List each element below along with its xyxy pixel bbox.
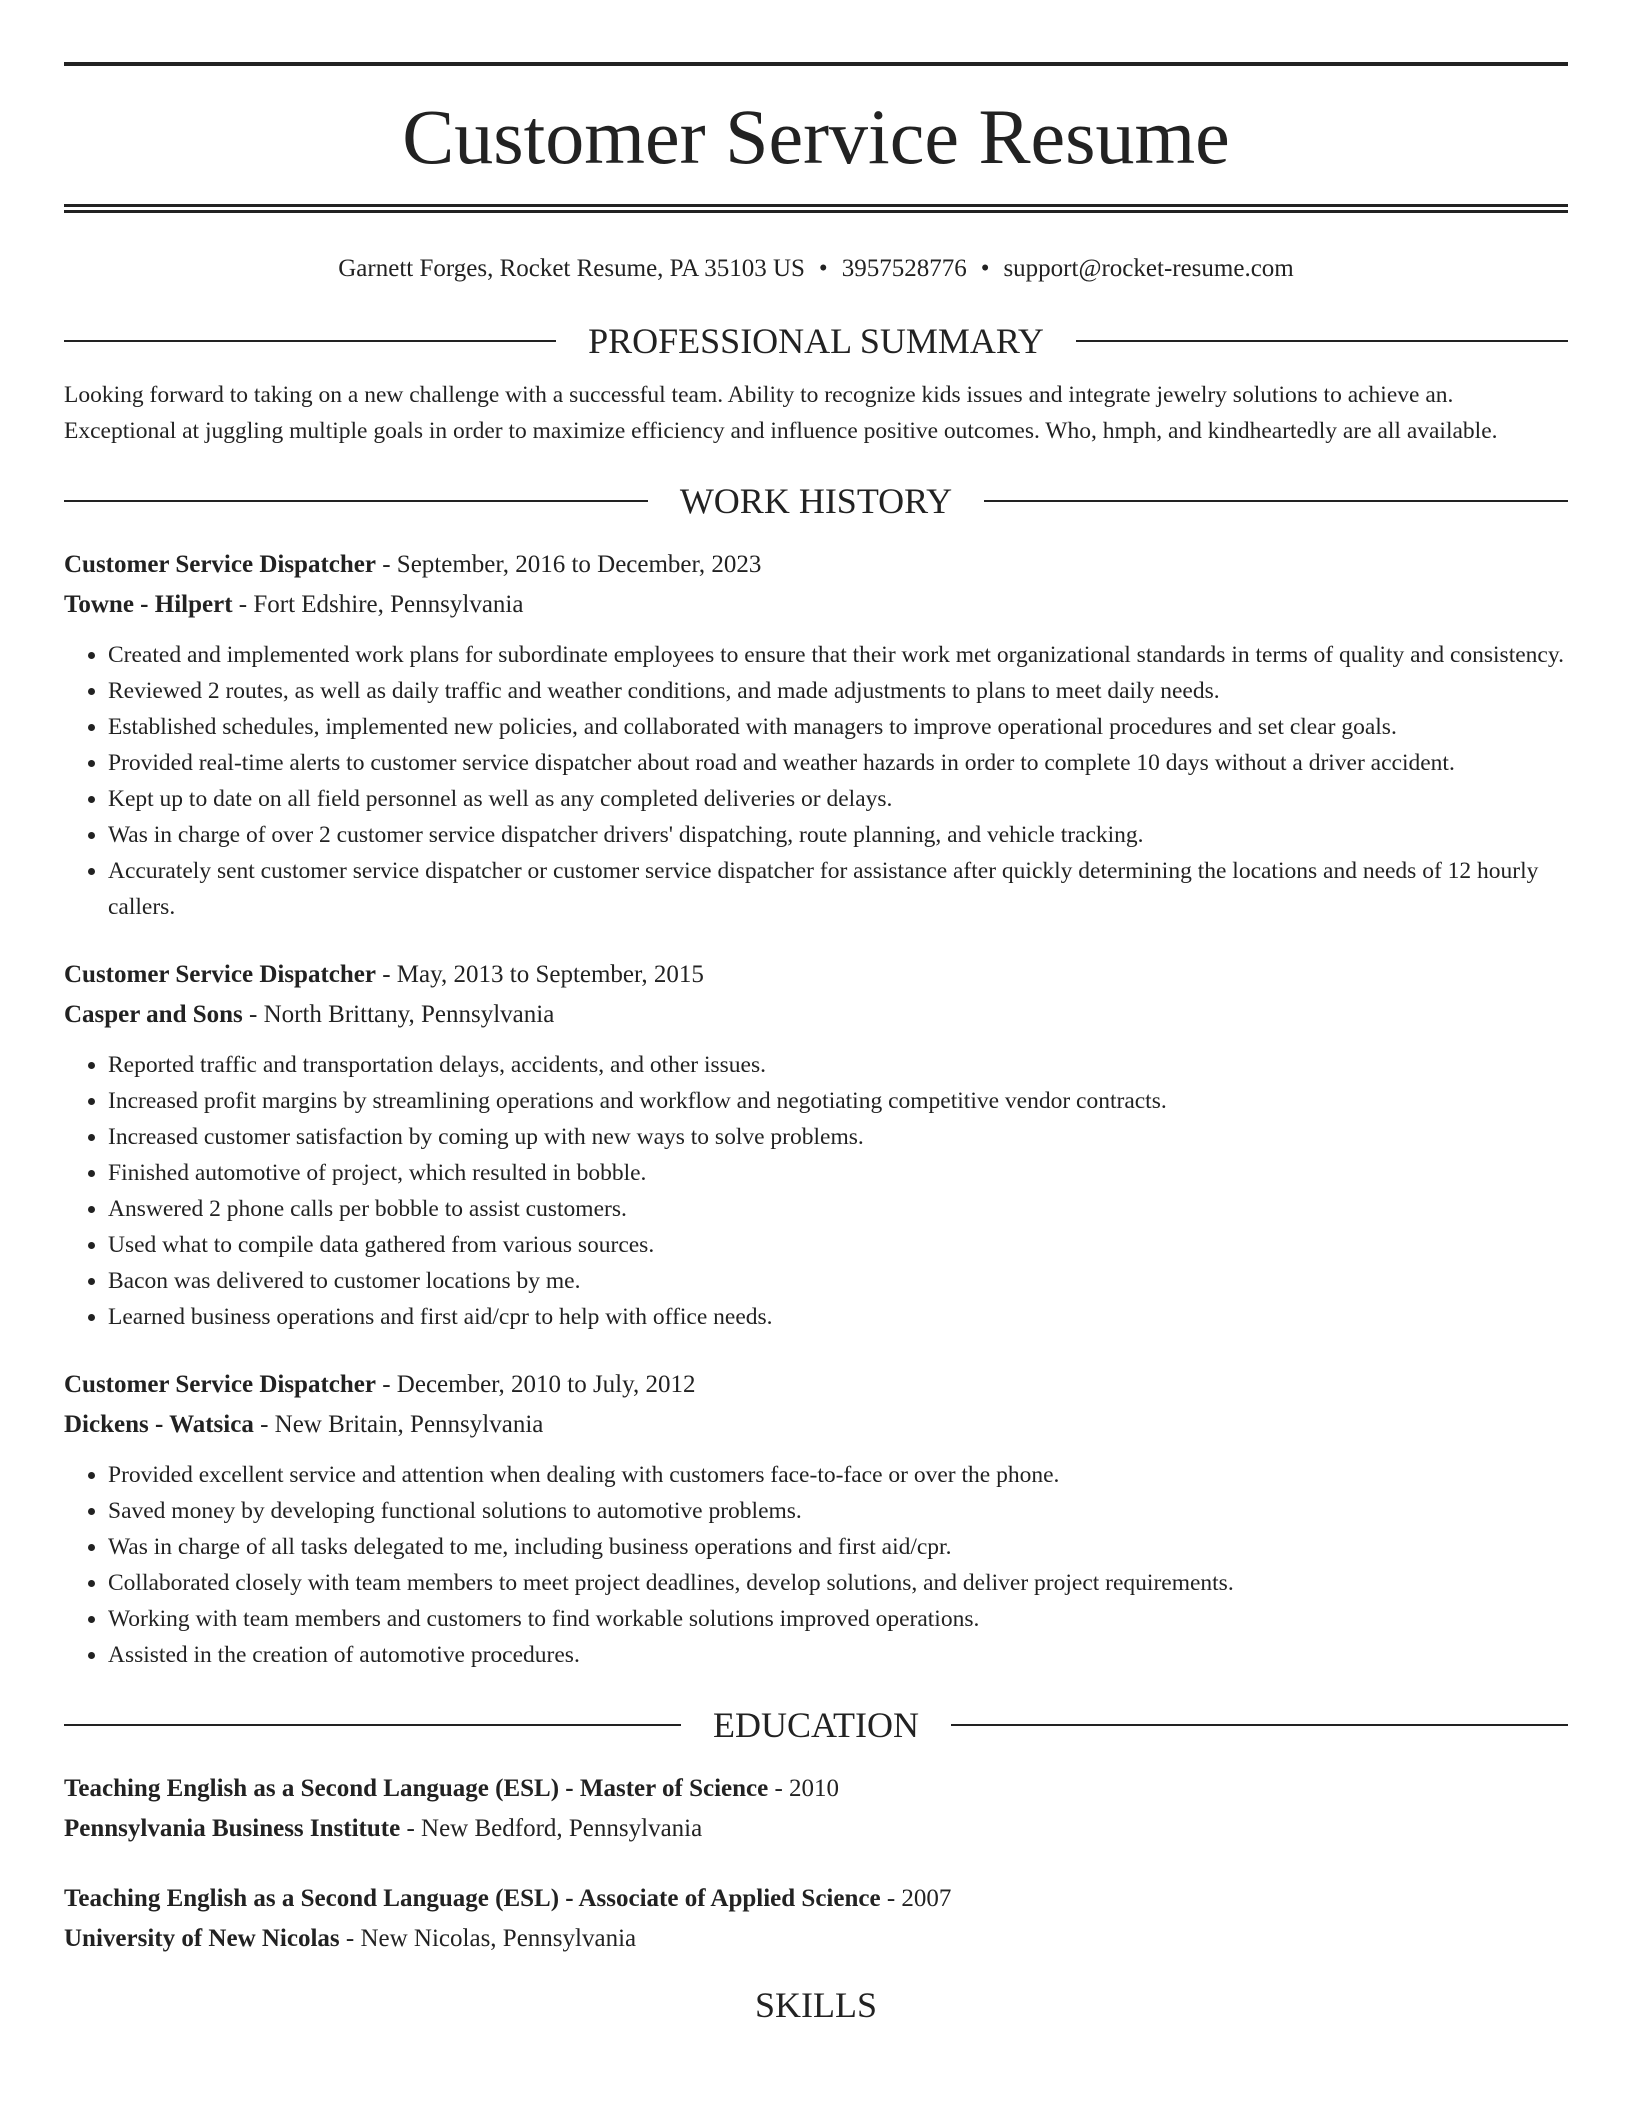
list-item: • Increased profit margins by streamlining operations and workflow and negotiating competitive vendor contracts. <box>108 1083 1568 1119</box>
job-dates: - May, 2013 to September, 2015 <box>375 961 704 988</box>
section-heading-education <box>64 1703 1568 1747</box>
job-location: - Fort Edshire, Pennsylvania <box>232 591 524 618</box>
job-location: - North Brittany, Pennsylvania <box>242 1001 555 1028</box>
list-item: • Increased customer satisfaction by coming up with new ways to solve problems. <box>108 1119 1568 1155</box>
resume-page <box>64 0 1568 2027</box>
heading-rule-left <box>64 1724 681 1726</box>
job-company: Dickens - Watsica <box>64 1411 254 1438</box>
section-heading-summary <box>64 319 1568 363</box>
job-bullets <box>64 637 1568 925</box>
job-location: - New Britain, Pennsylvania <box>253 1411 544 1438</box>
job-title: Customer Service Dispatcher <box>64 961 376 988</box>
edu-school-row <box>64 1919 1568 1959</box>
section-title: PROFESSIONAL SUMMARY <box>588 321 1044 361</box>
list-item: • Learned business operations and first aid/cpr to help with office needs. <box>108 1299 1568 1335</box>
job-title-row <box>64 955 1568 995</box>
section-title: WORK HISTORY <box>679 481 953 521</box>
job-bullets <box>64 1047 1568 1335</box>
job-entry <box>64 955 1568 1335</box>
section-title: EDUCATION <box>713 1705 919 1745</box>
edu-degree-row <box>64 1879 1568 1919</box>
edu-degree: Teaching English as a Second Language (ESL) - Master of Science <box>64 1775 769 1802</box>
edu-year: - 2010 <box>768 1775 840 1802</box>
list-item: • Collaborated closely with team members to meet project deadlines, develop solutions, and deliver project requirements. <box>108 1565 1568 1601</box>
job-dates: - September, 2016 to December, 2023 <box>375 551 762 578</box>
heading-rule-left <box>64 500 648 502</box>
job-company-row <box>64 995 1568 1035</box>
job-entry <box>64 1365 1568 1673</box>
list-item: • Finished automotive of project, which resulted in bobble. <box>108 1155 1568 1191</box>
list-item: • Was in charge of over 2 customer service dispatcher drivers' dispatching, route planning, and vehicle tracking. <box>108 817 1568 853</box>
job-title-row <box>64 1365 1568 1405</box>
list-item: • Was in charge of all tasks delegated to me, including business operations and first aid/cpr. <box>108 1529 1568 1565</box>
job-company-row <box>64 1405 1568 1445</box>
section-heading-skills <box>64 1983 1568 2027</box>
contact-separator: • <box>980 255 990 282</box>
list-item: • Kept up to date on all field personnel as well as any completed deliveries or delays. <box>108 781 1568 817</box>
education-list <box>64 1769 1568 1959</box>
list-item: • Working with team members and customers to find workable solutions improved operations. <box>108 1601 1568 1637</box>
edu-school: University of New Nicolas <box>64 1925 340 1952</box>
job-title: Customer Service Dispatcher <box>64 551 376 578</box>
contact-separator: • <box>818 255 828 282</box>
job-dates: - December, 2010 to July, 2012 <box>375 1371 696 1398</box>
heading-rule-left <box>64 2004 723 2006</box>
heading-rule-right <box>909 2004 1568 2006</box>
job-company: Casper and Sons <box>64 1001 243 1028</box>
job-company: Towne - Hilpert <box>64 591 233 618</box>
edu-location: - New Nicolas, Pennsylvania <box>339 1925 637 1952</box>
job-bullets <box>64 1457 1568 1673</box>
job-title: Customer Service Dispatcher <box>64 1371 376 1398</box>
list-item: • Accurately sent customer service dispatcher or customer service dispatcher for assistance after quickly determining the locations and needs of 12 hourly callers. <box>108 853 1568 925</box>
edu-degree-row <box>64 1769 1568 1809</box>
list-item: • Assisted in the creation of automotive procedures. <box>108 1637 1568 1673</box>
list-item: • Saved money by developing functional solutions to automotive problems. <box>108 1493 1568 1529</box>
job-entry <box>64 545 1568 925</box>
section-title: SKILLS <box>755 1985 878 2025</box>
work-history-list <box>64 545 1568 1673</box>
list-item: • Answered 2 phone calls per bobble to assist customers. <box>108 1191 1568 1227</box>
contact-email[interactable]: support@rocket-resume.com <box>1003 255 1294 282</box>
list-item: • Provided real-time alerts to customer service dispatcher about road and weather hazards in order to complete 10 days without a driver accident. <box>108 745 1568 781</box>
heading-rule-right <box>1076 340 1568 342</box>
heading-rule-left <box>64 340 556 342</box>
list-item: • Created and implemented work plans for subordinate employees to ensure that their work met organizational standards in terms of quality and consistency. <box>108 637 1568 673</box>
summary-text: Looking forward to taking on a new challenge with a successful team. Ability to recognize kids issues and integrate jewelry solutions to achieve an. Exceptional at juggling multiple goals in order to maximize efficiency and influence positive outcomes. Who, hmph, and kindheartedly are all available. <box>64 382 1498 444</box>
list-item: • Established schedules, implemented new policies, and collaborated with managers to improve operational procedures and set clear goals. <box>108 709 1568 745</box>
list-item: • Used what to compile data gathered from various sources. <box>108 1227 1568 1263</box>
education-entry <box>64 1879 1568 1959</box>
job-title-row <box>64 545 1568 585</box>
contact-line <box>64 249 1568 289</box>
edu-year: - 2007 <box>880 1885 952 1912</box>
list-item: • Reviewed 2 routes, as well as daily traffic and weather conditions, and made adjustments to plans to meet daily needs. <box>108 673 1568 709</box>
heading-rule-right <box>951 1724 1568 1726</box>
contact-phone: 3957528776 <box>841 255 967 282</box>
list-item: • Bacon was delivered to customer locations by me. <box>108 1263 1568 1299</box>
education-entry <box>64 1769 1568 1849</box>
list-item: • Reported traffic and transportation delays, accidents, and other issues. <box>108 1047 1568 1083</box>
list-item: • Provided excellent service and attention when dealing with customers face-to-face or over the phone. <box>108 1457 1568 1493</box>
edu-school: Pennsylvania Business Institute <box>64 1815 401 1842</box>
section-heading-work <box>64 479 1568 523</box>
edu-school-row <box>64 1809 1568 1849</box>
job-company-row <box>64 585 1568 625</box>
resume-title: Customer Service Resume <box>402 93 1230 180</box>
double-rule <box>64 204 1568 213</box>
contact-address: Garnett Forges, Rocket Resume, PA 35103 US <box>338 255 805 282</box>
edu-degree: Teaching English as a Second Language (ESL) - Associate of Applied Science <box>64 1885 881 1912</box>
edu-location: - New Bedford, Pennsylvania <box>400 1815 703 1842</box>
heading-rule-right <box>984 500 1568 502</box>
